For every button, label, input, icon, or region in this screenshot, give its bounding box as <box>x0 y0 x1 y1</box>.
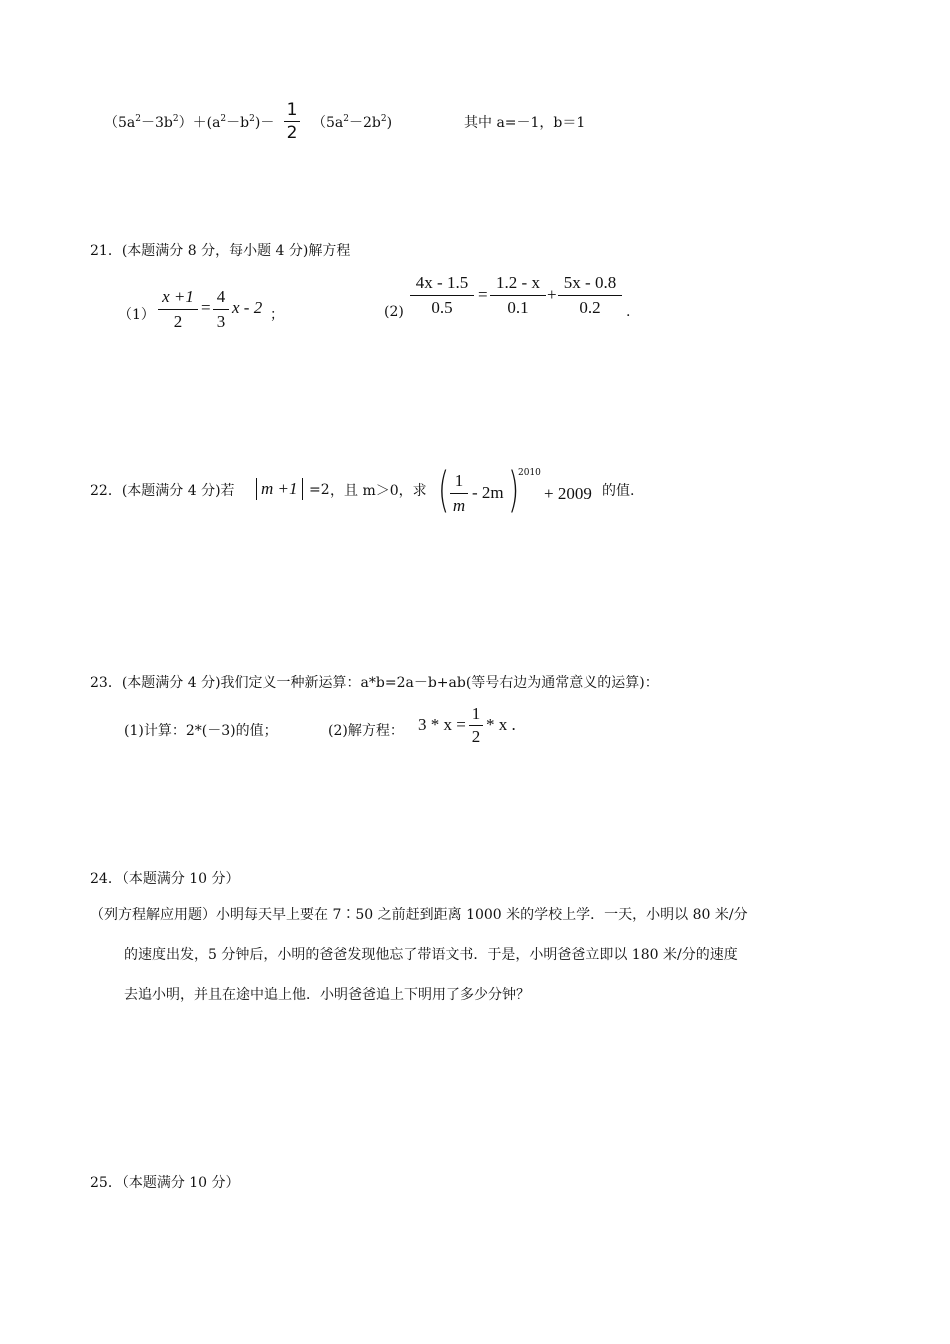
q22-right-paren: ) <box>508 462 520 518</box>
question-21-heading: 21．(本题满分 8 分，每小题 4 分)解方程 <box>90 243 351 259</box>
q23-part2: (2)解方程： <box>328 723 404 739</box>
abs-expr: m +1 <box>261 479 298 498</box>
q23-part1: (1)计算：2*(－3)的值； <box>124 723 278 739</box>
fraction-bar <box>410 295 474 296</box>
fraction-numerator: 1 <box>286 100 298 120</box>
q21-p1-lhs-fraction <box>158 286 198 333</box>
q22-absolute-value <box>256 478 303 500</box>
q22-left-paren: ( <box>438 462 450 518</box>
q21-p1-equals: = <box>201 298 211 317</box>
q22-minus-2m: - 2m <box>472 483 504 502</box>
q22-equals-2: =2 <box>309 482 330 498</box>
q21-p1-rhs-fraction <box>213 286 229 333</box>
fraction-denominator: 2 <box>173 312 183 331</box>
q21-part1-label: （1） <box>118 307 155 323</box>
expr-text: ）＋(a <box>178 115 221 131</box>
question-25-heading: 25．（本题满分 10 分） <box>90 1175 240 1191</box>
q21-p1-semicolon: ； <box>270 307 284 323</box>
q23-eq-lhs: 3 * x = <box>418 715 466 734</box>
exp: 2 <box>249 114 255 124</box>
expr-text: －3b <box>141 115 173 131</box>
fraction-bar <box>284 121 300 122</box>
fraction-denominator: 0.2 <box>579 298 601 317</box>
fraction-bar <box>450 493 468 494</box>
fraction-numerator: 1.2 - x <box>496 273 540 292</box>
expression-20 <box>104 112 274 132</box>
fraction-denominator: 0.5 <box>431 298 453 317</box>
q21-p2-fraction-3 <box>558 272 622 319</box>
fraction-bar <box>213 309 229 310</box>
q21-p2-equals: = <box>478 285 488 304</box>
fraction-denominator: 2 <box>286 123 298 143</box>
q21-p2-fraction-1 <box>410 272 474 319</box>
question-24-heading: 24．（本题满分 10 分） <box>90 871 240 887</box>
q21-p2-period: . <box>626 304 631 320</box>
fraction-denominator: 0.1 <box>507 298 529 317</box>
exp: 2 <box>135 114 141 124</box>
fraction-numerator: 1 <box>454 471 464 490</box>
q22-plus-2009: + 2009 <box>544 484 592 503</box>
fraction-bar <box>490 295 546 296</box>
expr-text: （5a <box>104 115 136 131</box>
q24-line-2: 的速度出发，5 分钟后，小明的爸爸发现他忘了带语文书．于是，小明爸爸立即以 180 米/分的速度 <box>124 947 738 963</box>
q21-part2-label: (2) <box>384 304 404 320</box>
fraction-numerator: x +1 <box>162 287 194 306</box>
half-fraction <box>284 100 300 143</box>
exp: 2 <box>172 114 179 124</box>
exp: 2 <box>343 114 349 124</box>
q23-half-fraction <box>469 704 483 747</box>
q21-p2-plus: + <box>547 285 557 304</box>
q21-p1-tail: x - 2 <box>232 298 263 317</box>
q22-condition: ，且 m＞0，求 <box>330 483 427 499</box>
exp: 2 <box>220 114 227 124</box>
expr-text: )－ <box>254 115 275 131</box>
question-23-heading: 23．(本题满分 4 分)我们定义一种新运算：a*b=2a－b+ab(等号右边为通常意义的运算)： <box>90 675 659 691</box>
fraction-numerator: 4 <box>216 287 226 306</box>
q24-line-3: 去追小明，并且在途中追上他．小明爸爸追上下明用了多少分钟？ <box>124 987 530 1003</box>
expression-20-tail <box>312 112 392 132</box>
fraction-denominator: 3 <box>216 312 226 331</box>
question-22-heading: 22．(本题满分 4 分)若 <box>90 483 235 499</box>
expr-text: （5a <box>312 115 344 131</box>
expr-text: ) <box>386 115 393 131</box>
expr-text: －b <box>226 115 250 131</box>
fraction-numerator: 5x - 0.8 <box>563 273 617 292</box>
fraction-bar <box>558 295 622 296</box>
q22-tail: 的值. <box>602 483 635 499</box>
fraction-bar <box>469 725 483 726</box>
q21-p2-fraction-2 <box>490 272 546 319</box>
q22-fraction <box>450 470 468 517</box>
fraction-bar <box>158 309 198 310</box>
fraction-denominator: 2 <box>471 727 481 746</box>
fraction-numerator: 1 <box>471 704 481 723</box>
q24-line-1: （列方程解应用题）小明每天早上要在 7∶50 之前赶到距离 1000 米的学校上学．一天，小明以 80 米/分 <box>90 907 748 923</box>
fraction-denominator: m <box>452 496 466 515</box>
expression-20-condition: 其中 a=－1，b＝1 <box>464 115 586 131</box>
q22-exponent: 2010 <box>518 468 541 478</box>
expr-text: －2b <box>349 115 381 131</box>
fraction-numerator: 4x - 1.5 <box>415 273 469 292</box>
exp: 2 <box>380 114 387 124</box>
q23-eq-rhs: * x . <box>486 715 516 734</box>
